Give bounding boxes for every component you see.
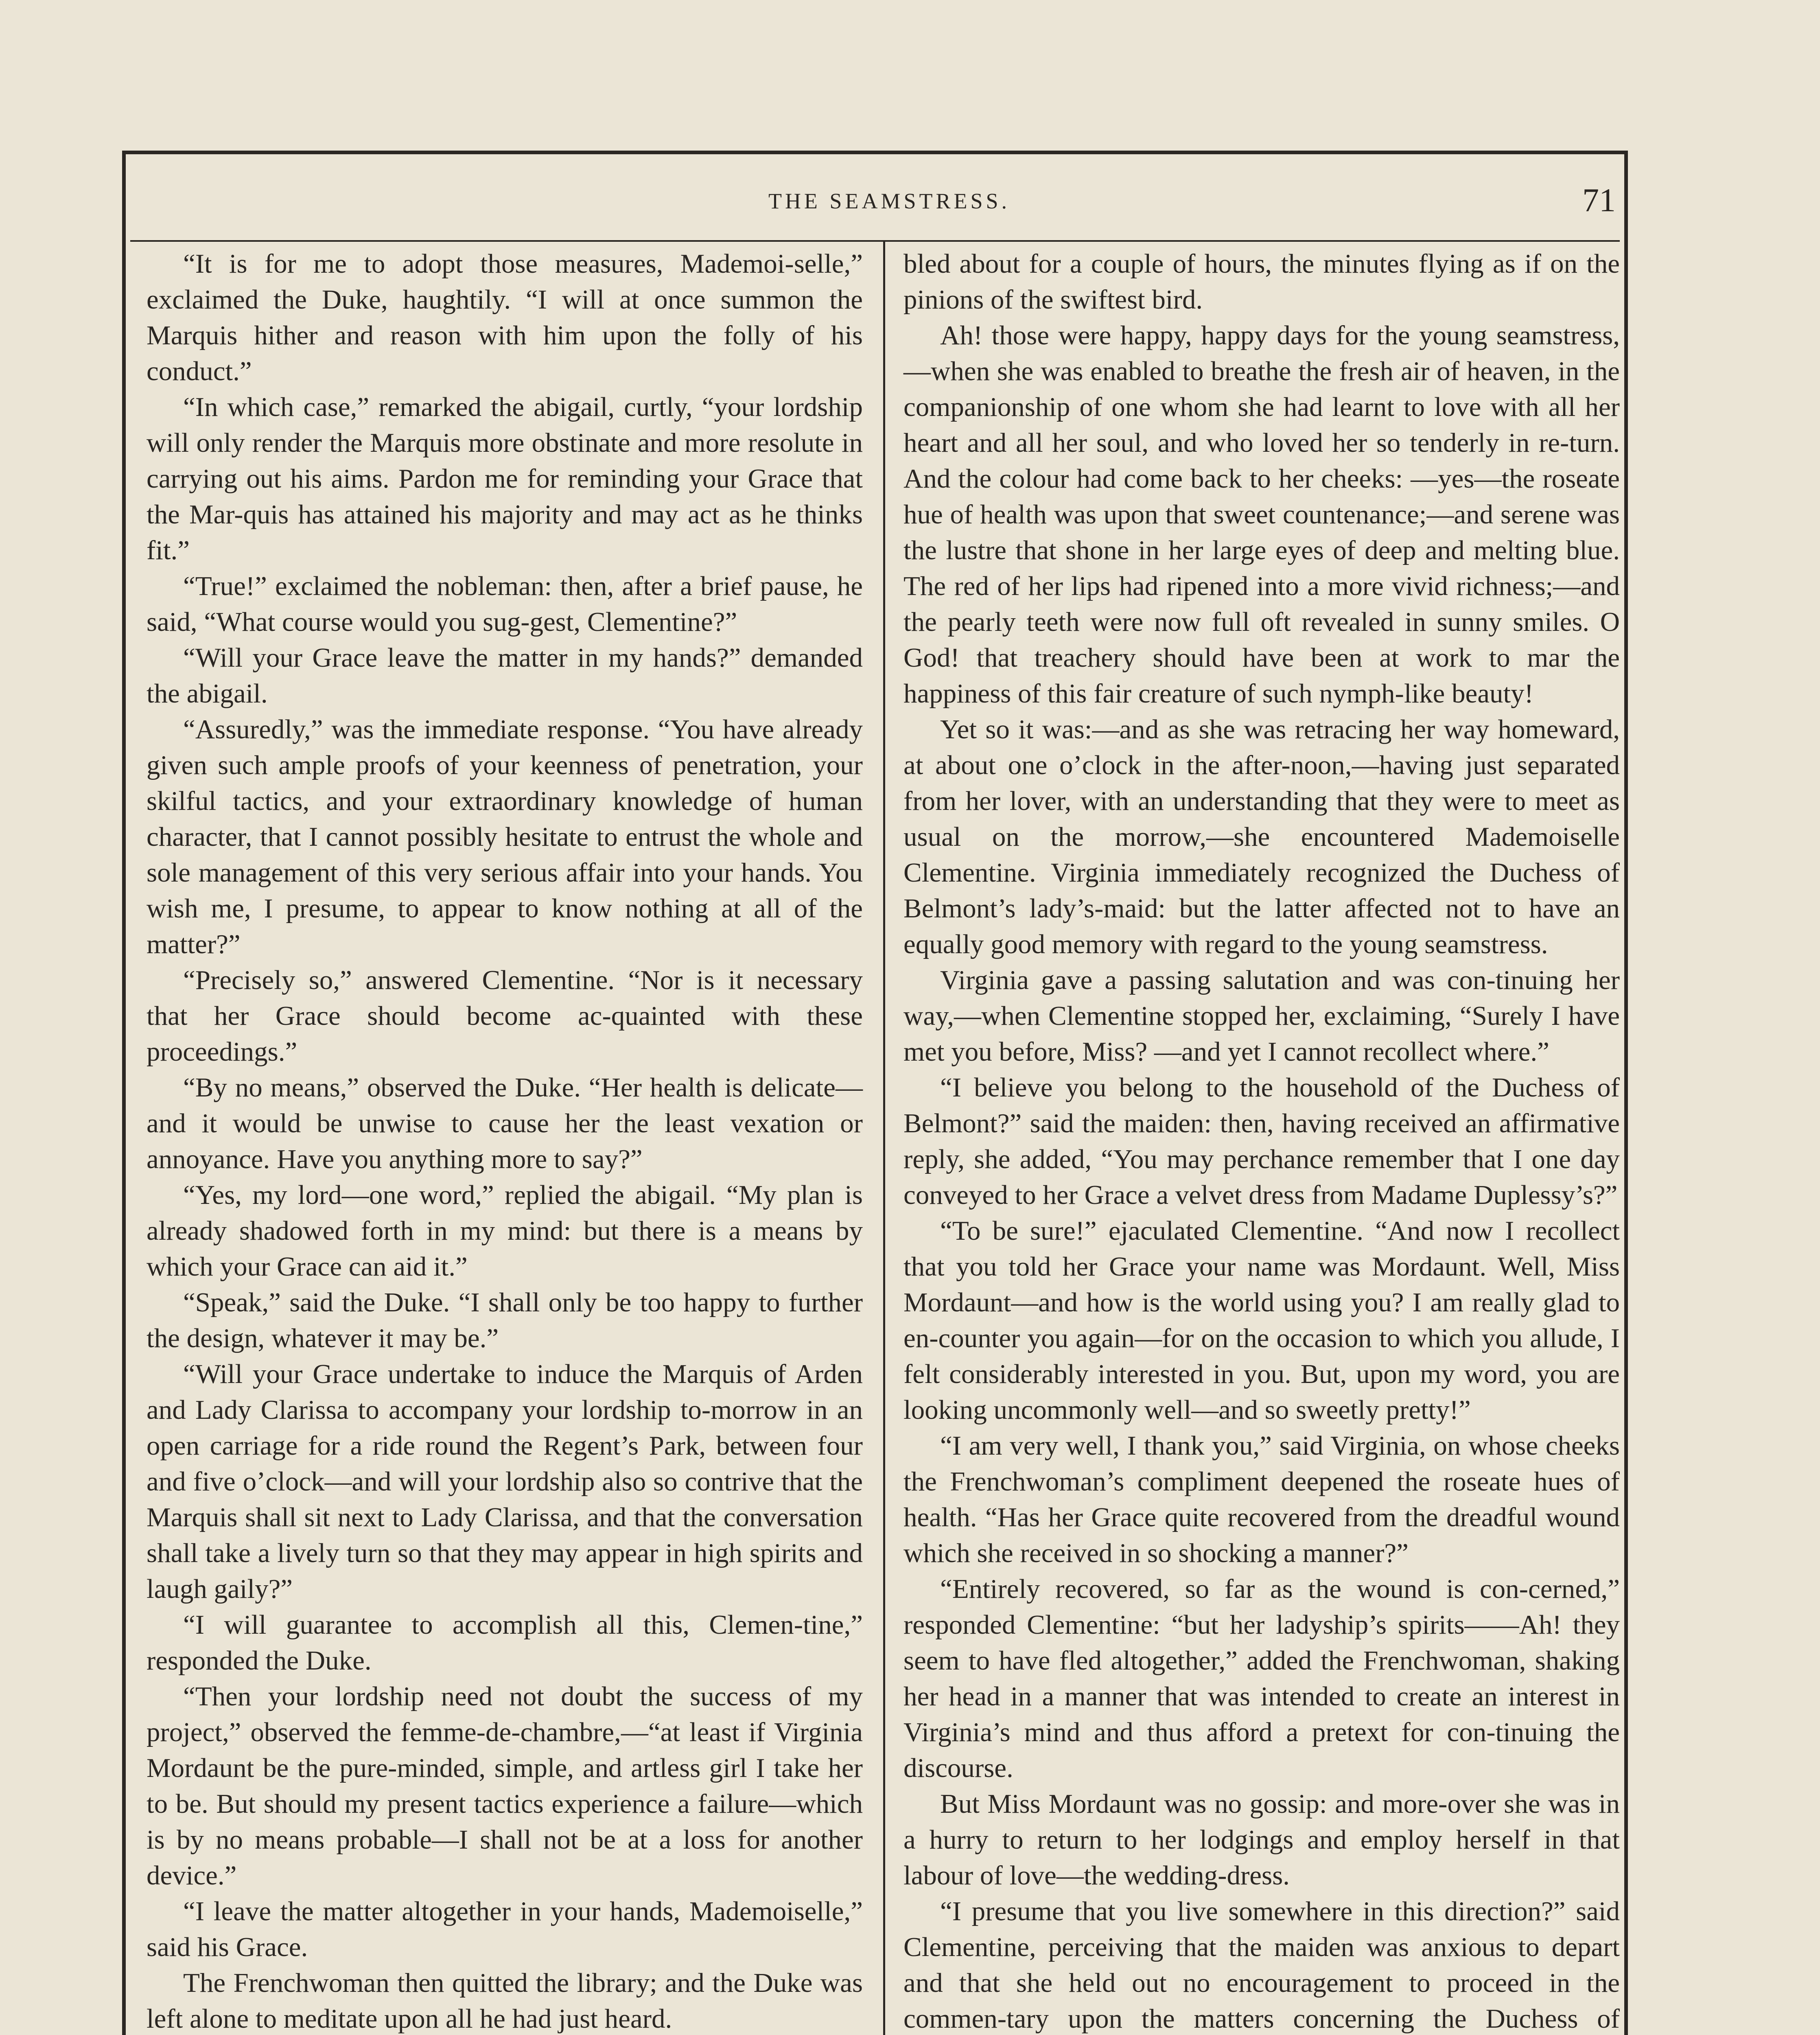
- header-rule: [130, 240, 1620, 242]
- paragraph: “I presume that you live somewhere in this direction?” said Clementine, perceiving that the maiden was anxious to depart and that she held out no encouragement to proceed in the commen-tary upon the matters concerning the Duchess of: [903, 1896, 1620, 2034]
- paragraph: “Speak,” said the Duke. “I shall only be too happy to further the design, whatever it may be.”: [147, 1287, 863, 1353]
- paragraph: “To be sure!” ejaculated Clementine. “And now I recollect that you told her Grace your name was Mordaunt. Well, Miss Mordaunt—and how is the world using you? I am really glad to en-counter you again—for on the occasion to which you allude, I felt considerably interested in you. But, upon my word, you are looking uncommonly well—and so sweetly pretty!”: [903, 1216, 1620, 1425]
- paragraph: Ah! those were happy, happy days for the young seamstress,—when she was enabled to breathe the fresh air of heaven, in the companionship of one whom she had learnt to love with all her heart and all her soul, and who loved her so tenderly in re-turn. And the colour had come back to her cheeks: —yes—the roseate hue of health was upon that sweet countenance;—and serene was the lustre that shone in her large eyes of deep and melting blue. The red of her lips had ripened into a more vivid richness;—and the pearly teeth were now full oft revealed in sunny smiles. O God! that treachery should have been at work to mar the happiness of this fair creature of such nymph-like beauty!: [903, 320, 1620, 709]
- paragraph: “Entirely recovered, so far as the wound is con-cerned,” responded Clementine: “but her ladyship’s spirits——Ah! they seem to have fled altogether,” added the Frenchwoman, shaking her head in a manner that was intended to create an interest in Virginia’s mind and thus afford a pretext for con-tinuing the discourse.: [903, 1574, 1620, 1783]
- paragraph: “It is for me to adopt those measures, Mademoi-selle,” exclaimed the Duke, haughtily. “I will at once summon the Marquis hither and reason with him upon the folly of his conduct.”: [147, 249, 863, 386]
- paragraph: “By no means,” observed the Duke. “Her health is delicate—and it would be unwise to cause her the least vexation or annoyance. Have you anything more to say?”: [147, 1072, 863, 1174]
- paragraph: “In which case,” remarked the abigail, curtly, “your lordship will only render the Marquis more obstinate and more resolute in carrying out his aims. Pardon me for reminding your Grace that the Mar-quis has attained his majority and may act as he thinks fit.”: [147, 392, 863, 565]
- paragraph: “Will your Grace leave the matter in my hands?” demanded the abigail.: [147, 643, 863, 709]
- paragraph: “Assuredly,” was the immediate response. “You have already given such ample proofs of your keenness of penetration, your skilful tactics, and your extraordinary knowledge of human character, that I cannot possibly hesitate to entrust the whole and sole management of this very serious affair into your hands. You wish me, I presume, to appear to know nothing at all of the matter?”: [147, 714, 863, 959]
- paragraph: “Will your Grace undertake to induce the Marquis of Arden and Lady Clarissa to accompany your lordship to-morrow in an open carriage for a ride round the Regent’s Park, between four and five o’clock—and will your lordship also so contrive that the Marquis shall sit next to Lady Clarissa, and that the conversation shall take a lively turn so that they may appear in high spirits and laugh gaily?”: [147, 1359, 863, 1604]
- right-column: [903, 246, 1620, 2035]
- paragraph: “I am very well, I thank you,” said Virginia, on whose cheeks the Frenchwoman’s compliment deepened the roseate hues of health. “Has her Grace quite recovered from the dreadful wound which she received in so shocking a manner?”: [903, 1431, 1620, 1568]
- paragraph: “I will guarantee to accomplish all this, Clemen-tine,” responded the Duke.: [147, 1610, 863, 1676]
- paragraph: But Miss Mordaunt was no gossip: and more-over she was in a hurry to return to her lodgings and employ herself in that labour of love—the wedding-dress.: [903, 1789, 1620, 1891]
- paragraph: “I leave the matter altogether in your hands, Mademoiselle,” said his Grace.: [147, 1896, 863, 1962]
- paragraph: “Yes, my lord—one word,” replied the abigail. “My plan is already shadowed forth in my mind: but there is a means by which your Grace can aid it.”: [147, 1180, 863, 1282]
- paragraph: “I believe you belong to the household of the Duchess of Belmont?” said the maiden: then, having received an affirmative reply, she added, “You may perchance remember that I one day conveyed to her Grace a velvet dress from Madame Duplessy’s?”: [903, 1072, 1620, 1210]
- paragraph: “True!” exclaimed the nobleman: then, after a brief pause, he said, “What course would you sug-gest, Clementine?”: [147, 571, 863, 637]
- running-head: [159, 181, 1620, 238]
- left-column: [147, 246, 863, 2035]
- paragraph: “Precisely so,” answered Clementine. “Nor is it necessary that her Grace should become ac-quainted with these proceedings.”: [147, 965, 863, 1067]
- continued-paragraph: bled about for a couple of hours, the minutes flying as if on the pinions of the swiftest bird.: [903, 249, 1620, 315]
- paragraph: “Then your lordship need not doubt the success of my project,” observed the femme-de-chambre,—“at least if Virginia Mordaunt be the pure-minded, simple, and artless girl I take her to be. But should my present tactics experience a failure—which is by no means probable—I shall not be at a loss for another device.”: [147, 1681, 863, 1891]
- column-divider: [883, 242, 885, 2035]
- paragraph: The Frenchwoman then quitted the library; and the Duke was left alone to meditate upon all he had just heard.: [147, 1968, 863, 2034]
- paragraph: Yet so it was:—and as she was retracing her way homeward, at about one o’clock in the after-noon,—having just separated from her lover, with an understanding that they were to meet as usual on the morrow,—she encountered Mademoiselle Clementine. Virginia immediately recognized the Duchess of Belmont’s lady’s-maid: but the latter affected not to have an equally good memory with regard to the young seamstress.: [903, 714, 1620, 959]
- paragraph: Virginia gave a passing salutation and was con-tinuing her way,—when Clementine stopped her, exclaiming, “Surely I have met you before, Miss? —and yet I cannot recollect where.”: [903, 965, 1620, 1067]
- running-title: THE SEAMSTRESS.: [768, 189, 1011, 213]
- page-number: 71: [1582, 182, 1616, 219]
